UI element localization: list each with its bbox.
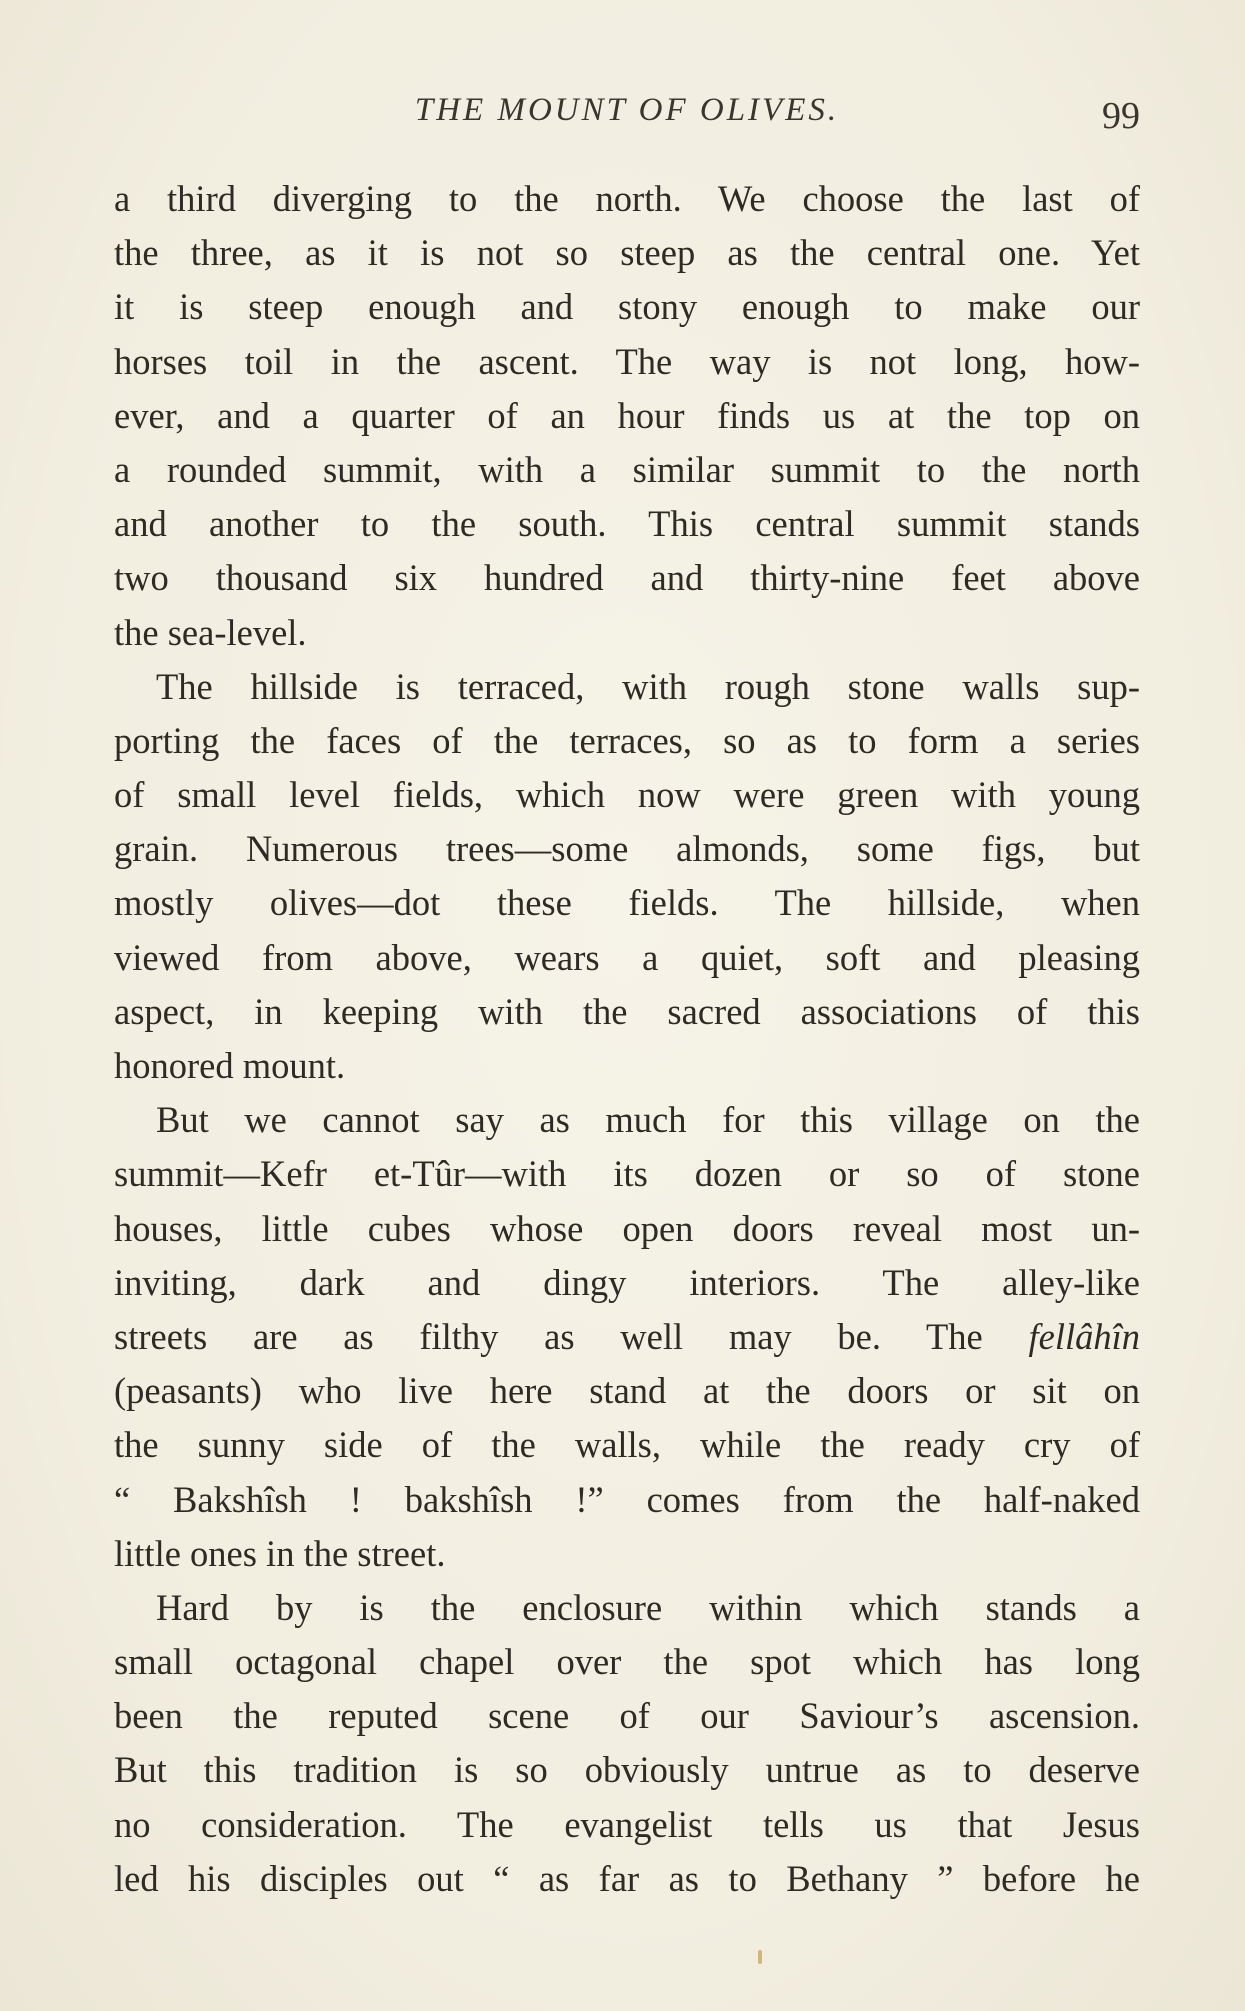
text-line: of small level fields, which now were green with young xyxy=(114,774,1140,816)
text-line: ever, and a quarter of an hour finds us at the top on xyxy=(114,394,1140,436)
text-line: the three, as it is not so steep as the central one. Yet xyxy=(114,232,1140,274)
text-line: and another to the south. This central summit stands xyxy=(114,503,1140,545)
text-line: inviting, dark and dingy interiors. The alley-like xyxy=(114,1261,1140,1303)
text-line: But this tradition is so obviously untrue as to deserve xyxy=(114,1749,1140,1791)
text-line: viewed from above, wears a quiet, soft and pleasing xyxy=(114,936,1140,978)
body-text xyxy=(114,172,1140,1906)
ink-mark xyxy=(758,1950,762,1964)
italic-term: fellâhîn xyxy=(1028,1315,1140,1357)
running-title: THE MOUNT OF OLIVES. xyxy=(414,92,840,128)
text-line: aspect, in keeping with the sacred associations of this xyxy=(114,990,1140,1032)
running-header xyxy=(114,92,1140,142)
text-line: porting the faces of the terraces, so as to form a series xyxy=(114,719,1140,761)
text-line: honored mount. xyxy=(114,1045,346,1086)
text-line: (peasants) who live here stand at the doors or sit on xyxy=(114,1370,1140,1412)
text-line: grain. Numerous trees—some almonds, some figs, but xyxy=(114,828,1140,870)
text-line: horses toil in the ascent. The way is not long, how- xyxy=(114,340,1140,382)
text-line: summit—Kefr et-Tûr—with its dozen or so of stone xyxy=(114,1153,1140,1195)
text-line: houses, little cubes whose open doors reveal most un- xyxy=(114,1207,1140,1249)
text-line: Hard by is the enclosure within which stands a xyxy=(156,1586,1140,1628)
text-line: little ones in the street. xyxy=(114,1532,446,1574)
text-line: a rounded summit, with a similar summit to the north xyxy=(114,448,1140,490)
text-line: two thousand six hundred and thirty-nine feet above xyxy=(114,557,1140,599)
text-line: The hillside is terraced, with rough stone walls sup- xyxy=(156,665,1140,707)
text-line: “ Bakshîsh ! bakshîsh !” comes from the half-naked xyxy=(114,1478,1140,1520)
text-line: streets are as filthy as well may be. The fellâhîn xyxy=(114,1315,1140,1357)
text-line: it is steep enough and stony enough to make our xyxy=(114,286,1140,328)
text-line: a third diverging to the north. We choose the last of xyxy=(114,178,1140,219)
text-line: mostly olives—dot these fields. The hillside, when xyxy=(114,882,1140,924)
text-line: led his disciples out “ as far as to Bethany ” before he xyxy=(114,1857,1140,1899)
text-line: But we cannot say as much for this village on the xyxy=(156,1099,1140,1141)
text-line: the sunny side of the walls, while the ready cry of xyxy=(114,1424,1140,1466)
text-line: no consideration. The evangelist tells us that Jesus xyxy=(114,1803,1140,1845)
text-line: the sea-level. xyxy=(114,611,307,653)
text-line: been the reputed scene of our Saviour’s ascension. xyxy=(114,1695,1140,1737)
page-number: 99 xyxy=(1102,95,1140,137)
text-line: small octagonal chapel over the spot which has long xyxy=(114,1641,1140,1683)
